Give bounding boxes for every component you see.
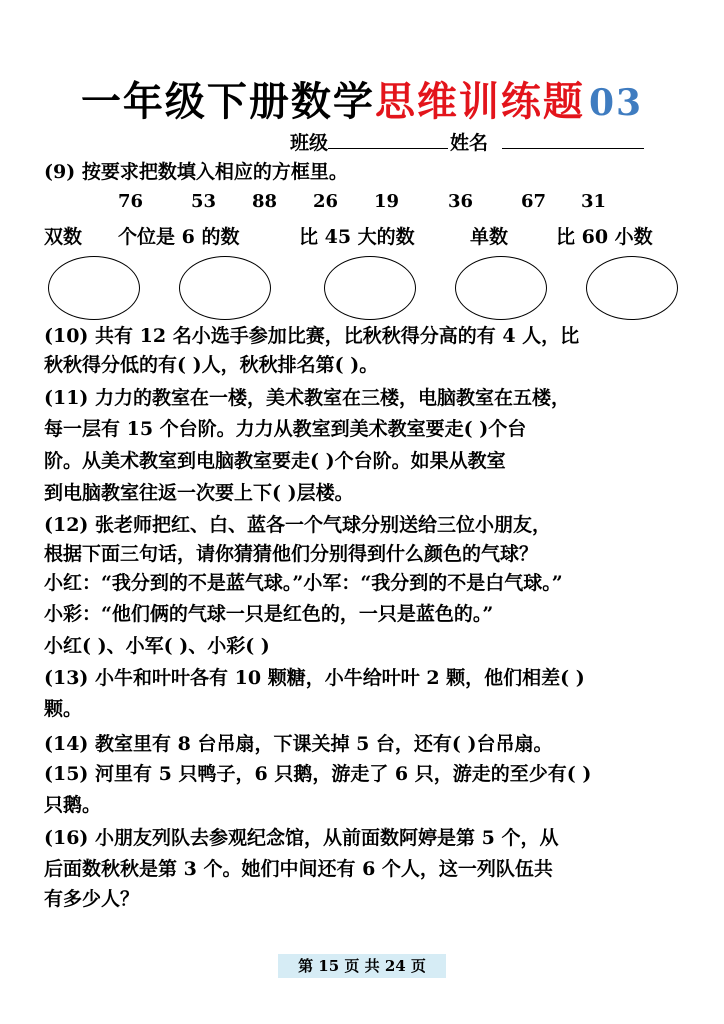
question-text-line: (15) 河里有 5 只鸭子，6 只鹅，游走了 6 只，游走的至少有( ): [44, 763, 592, 785]
number-item: 36: [448, 191, 474, 212]
question-text-line: 根据下面三句话，请你猜猜他们分别得到什么颜色的气球？: [44, 543, 539, 565]
page-title: [0, 70, 724, 127]
number-item: 67: [521, 191, 547, 212]
question-text-line: 小红：“我分到的不是蓝气球。”小军：“我分到的不是白气球。”: [44, 572, 563, 594]
category-label: 单数: [470, 226, 509, 248]
category-label: 双数: [44, 226, 83, 248]
number-item: 88: [252, 191, 278, 212]
question-text-line: (12) 张老师把红、白、蓝各一个气球分别送给三位小朋友，: [44, 514, 552, 536]
question-text-line: (16) 小朋友列队去参观纪念馆，从前面数阿婷是第 5 个，从: [44, 827, 559, 849]
number-item: 26: [313, 191, 339, 212]
category-label: 个位是 6 的数: [118, 226, 240, 248]
title-part-number: 03: [588, 82, 644, 124]
question-text-line: 只鹅。: [44, 794, 102, 816]
answer-circle-even[interactable]: [48, 256, 140, 320]
name-blank[interactable]: [502, 130, 644, 149]
number-item: 31: [581, 191, 607, 212]
number-item: 53: [191, 191, 217, 212]
question-text-line: 有多少人？: [44, 888, 140, 910]
category-label: 比 45 大的数: [299, 226, 415, 248]
question-text-line: 阶。从美术教室到电脑教室要走( )个台阶。如果从教室: [44, 450, 506, 472]
student-info-row: [290, 128, 644, 155]
class-label: 班级: [290, 132, 329, 154]
page-number-footer: 第 15 页 共 24 页: [278, 954, 446, 978]
answer-circle-greater-45[interactable]: [324, 256, 416, 320]
name-label: 姓名: [450, 132, 489, 154]
number-item: 19: [374, 191, 400, 212]
category-label: 比 60 小数: [556, 226, 653, 248]
question-text-line: 每一层有 15 个台阶。力力从教室到美术教室要走( )个台: [44, 418, 527, 440]
question-text-line: (10) 共有 12 名小选手参加比赛，比秋秋得分高的有 4 人，比: [44, 325, 580, 347]
question-text-line: (14) 教室里有 8 台吊扇，下课关掉 5 台，还有( )台吊扇。: [44, 733, 553, 755]
title-part-topic: 思维训练题: [374, 78, 585, 125]
question-text-line: 颗。: [44, 698, 83, 720]
question-text-line: 小红( )、小军( )、小彩( ): [44, 635, 270, 657]
question-text-line: 到电脑教室往返一次要上下( )层楼。: [44, 482, 354, 504]
answer-circle-odd[interactable]: [455, 256, 547, 320]
title-part-grade: 一年级下册数学: [80, 78, 375, 125]
question-text-line: 后面数秋秋是第 3 个。她们中间还有 6 个人，这一列队伍共: [44, 858, 553, 880]
question-text-line: (11) 力力的教室在一楼，美术教室在三楼，电脑教室在五楼，: [44, 387, 571, 409]
question-text-line: 小彩：“他们俩的气球一只是红色的，一只是蓝色的。”: [44, 603, 494, 625]
question-9-prompt: (9) 按要求把数填入相应的方框里。: [44, 161, 348, 183]
number-item: 76: [118, 191, 144, 212]
question-text-line: (13) 小牛和叶叶各有 10 颗糖，小牛给叶叶 2 颗，他们相差( ): [44, 667, 585, 689]
answer-circle-ones-six[interactable]: [179, 256, 271, 320]
class-blank[interactable]: [328, 130, 448, 149]
answer-circle-less-60[interactable]: [586, 256, 678, 320]
question-text-line: 秋秋得分低的有( )人，秋秋排名第( )。: [44, 354, 379, 376]
